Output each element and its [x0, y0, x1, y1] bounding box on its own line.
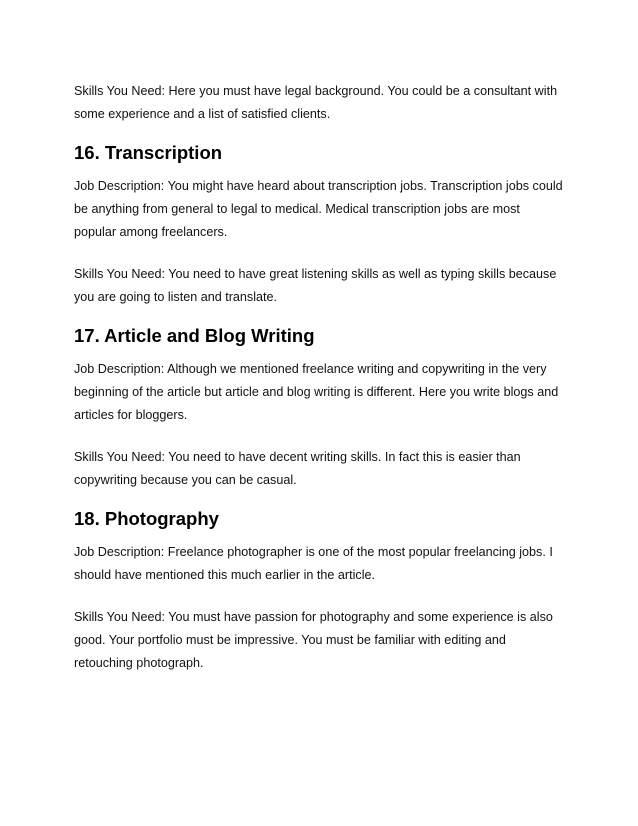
document-page [74, 80, 574, 675]
text-line: some experience and a list of satisfied clients. [74, 107, 331, 121]
text-line: Skills You Need: You need to have decent writing skills. In fact this is easier than [74, 450, 521, 464]
section-heading-photography: 18. Photography [74, 508, 219, 529]
text-line: Job Description: You might have heard about transcription jobs. Transcription jobs could [74, 179, 563, 193]
intro-skills-paragraph [74, 80, 574, 126]
section-heading-article-blog-writing: 17. Article and Blog Writing [74, 325, 315, 346]
text-line: beginning of the article but article and blog writing is different. Here you write blogs and [74, 385, 559, 399]
text-line: good. Your portfolio must be impressive. You must be familiar with editing and [74, 633, 506, 647]
text-line: copywriting because you can be casual. [74, 473, 297, 487]
skills-paragraph [74, 263, 574, 309]
job-description-paragraph [74, 541, 574, 587]
text-line: Skills You Need: Here you must have legal background. You could be a consultant with [74, 84, 558, 98]
text-line: articles for bloggers. [74, 408, 188, 422]
job-description-paragraph [74, 175, 574, 244]
section-heading-transcription: 16. Transcription [74, 142, 223, 163]
text-line: Job Description: Although we mentioned freelance writing and copywriting in the very [74, 362, 547, 376]
text-line: Skills You Need: You must have passion for photography and some experience is also [74, 610, 553, 624]
text-line: should have mentioned this much earlier in the article. [74, 568, 376, 582]
text-line: retouching photograph. [74, 656, 204, 670]
text-line: be anything from general to legal to medical. Medical transcription jobs are most [74, 202, 520, 216]
skills-paragraph [74, 446, 574, 492]
job-description-paragraph [74, 358, 574, 427]
text-line: Skills You Need: You need to have great listening skills as well as typing skills because [74, 267, 557, 281]
text-line: Job Description: Freelance photographer is one of the most popular freelancing jobs. I [74, 545, 553, 559]
skills-paragraph [74, 606, 574, 675]
text-line: popular among freelancers. [74, 225, 228, 239]
text-line: you are going to listen and translate. [74, 290, 278, 304]
